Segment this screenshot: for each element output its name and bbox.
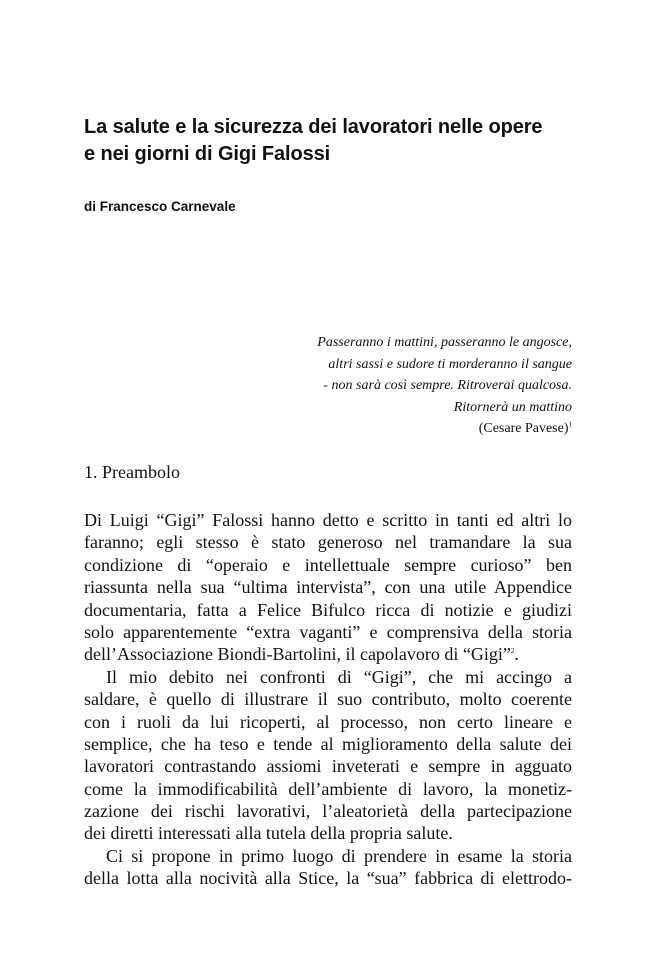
body-line-tail: . [514,644,519,665]
epigraph-line: altri sassi e sudore ti morderanno il sangue [328,356,572,372]
epigraph [232,332,572,440]
epigraph-attribution [232,418,572,440]
body-line: documentaria, fatta a Felice Bifulco ricca di notizie e giudizi [84,599,572,620]
epigraph-line: Passeranno i mattini, passeranno le angosce, [317,335,572,350]
body-line: con i ruoli da lui ricoperti, al processo, non certo lineare e [84,711,572,732]
body-line: lavoratori contrastando assiomi inveterati e sempre in agguato [84,756,572,777]
article-title-line: La salute e la sicurezza dei lavoratori nelle opere [84,116,543,138]
article-title-line: e nei giorni di Gigi Falossi [84,143,331,165]
body-line: della lotta alla nocività alla Stice, la “sua” fabbrica di elettrodo- [84,868,572,889]
body-line: faranno; egli stesso è stato generoso nel tramandare la sua [84,532,572,553]
epigraph-line: Ritornerà un mattino [453,399,572,415]
body-line: Ci si propone in primo luogo di prendere in esame la storia [106,845,572,866]
epigraph-line: - non sarà così sempre. Ritroverai qualcosa. [323,378,572,393]
footnote-ref[interactable]: 1 [568,420,572,429]
section-heading: 1. Preambolo [84,462,180,482]
body-line: saldare, è quello di illustrare il suo contributo, molto coerente [84,689,572,710]
body-line-text: dell’Associazione Biondi-Bartolini, il capolavoro di “Gigi” [84,644,511,665]
body-line: dei diretti interessati alla tutela della propria salute. [84,823,453,844]
body-line: semplice, che ha teso e tende al miglioramento della salute dei [84,733,572,754]
body-line [84,643,572,665]
article-title [84,114,584,168]
epigraph-attribution-text: (Cesare Pavese) [478,421,569,436]
body-line: riassunta nella sua “ultima intervista”, con una utile Appendice [84,577,572,598]
body-line: zazione dei rischi lavorativi, l’aleatorietà della partecipazione [84,801,572,822]
body-line: Di Luigi “Gigi” Falossi hanno detto e scritto in tanti ed altri lo [84,510,572,530]
body-line: condizione di “operaio e intellettuale sempre curioso” ben [84,554,572,575]
body-line: solo apparentemente “extra vaganti” e comprensiva della storia [84,621,572,642]
article-author: di Francesco Carnevale [84,199,236,214]
body-line: Il mio debito nei confronti di “Gigi”, che mi accingo a [106,666,572,687]
footnote-ref[interactable]: 2 [510,647,515,656]
body-line: come la immodificabilità dell’ambiente di lavoro, la monetiz- [84,778,572,799]
body-text [84,509,572,890]
